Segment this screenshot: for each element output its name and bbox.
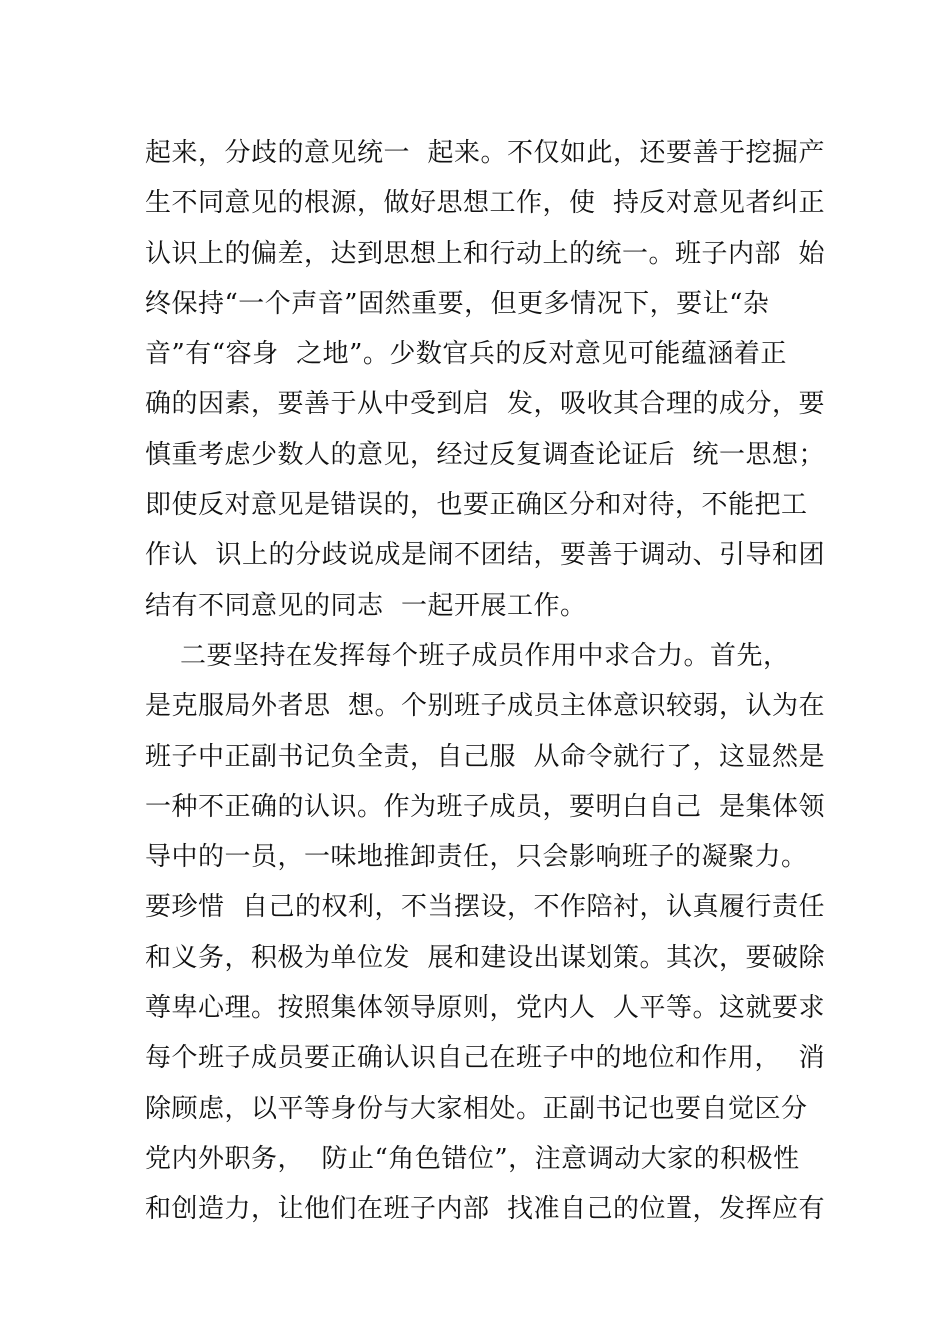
text-line: 起来，分歧的意见统一 起来。不仅如此，还要善于挖掘产: [145, 138, 826, 168]
text-line: 班子中正副书记负全责，自己服 从命令就行了，这显然是: [145, 741, 826, 772]
text-line: 终保持“一个声音”固然重要，但更多情况下，要让“杂: [145, 288, 770, 319]
text-line: 是克服局外者思 想。个别班子成员主体意识较弱，认为在: [145, 691, 826, 722]
text-line: 除顾虑，以平等身份与大家相处。正副书记也要自觉区分: [145, 1093, 808, 1124]
text-line: 确的因素，要善于从中受到启 发，吸收其合理的成分，要: [145, 389, 826, 420]
text-line: 二要坚持在发挥每个班子成员作用中求合力。首先，: [145, 640, 790, 671]
text-line: 生不同意见的根源，做好思想工作，使 持反对意见者纠正: [145, 188, 826, 219]
text-line: 党内外职务， 防止“角色错位”，注意调动大家的积极性: [145, 1143, 800, 1174]
text-line: 和义务，积极为单位发 展和建设出谋划策。其次，要破除: [145, 942, 826, 973]
text-line: 尊卑心理。按照集体领导原则，党内人 人平等。这就要求: [145, 993, 826, 1024]
text-line: 导中的一员，一味地推卸责任，只会影响班子的凝聚力。: [145, 842, 808, 873]
text-line: 要珍惜 自己的权利，不当摆设，不作陪衬，认真履行责任: [145, 892, 826, 923]
body-text: [145, 128, 826, 1235]
text-line: 和创造力，让他们在班子内部 找准自己的位置，发挥应有: [145, 1194, 826, 1225]
text-line: 认识上的偏差，达到思想上和行动上的统一。班子内部 始: [145, 238, 826, 269]
text-line: 音”有“容身 之地”。少数官兵的反对意见可能蕴涵着正: [145, 339, 787, 370]
text-line: 一种不正确的认识。作为班子成员，要明白自己 是集体领: [145, 791, 826, 822]
text-line: 即使反对意见是错误的，也要正确区分和对待，不能把工: [145, 490, 808, 521]
text-line: 作认 识上的分歧说成是闹不团结，要善于调动、引导和团: [145, 540, 826, 571]
text-line: 每个班子成员要正确认识自己在班子中的地位和作用， 消: [145, 1043, 826, 1074]
text-line: 慎重考虑少数人的意见，经过反复调查论证后 统一思想；: [145, 439, 826, 470]
text-line: 结有不同意见的同志 一起开展工作。: [145, 590, 587, 621]
